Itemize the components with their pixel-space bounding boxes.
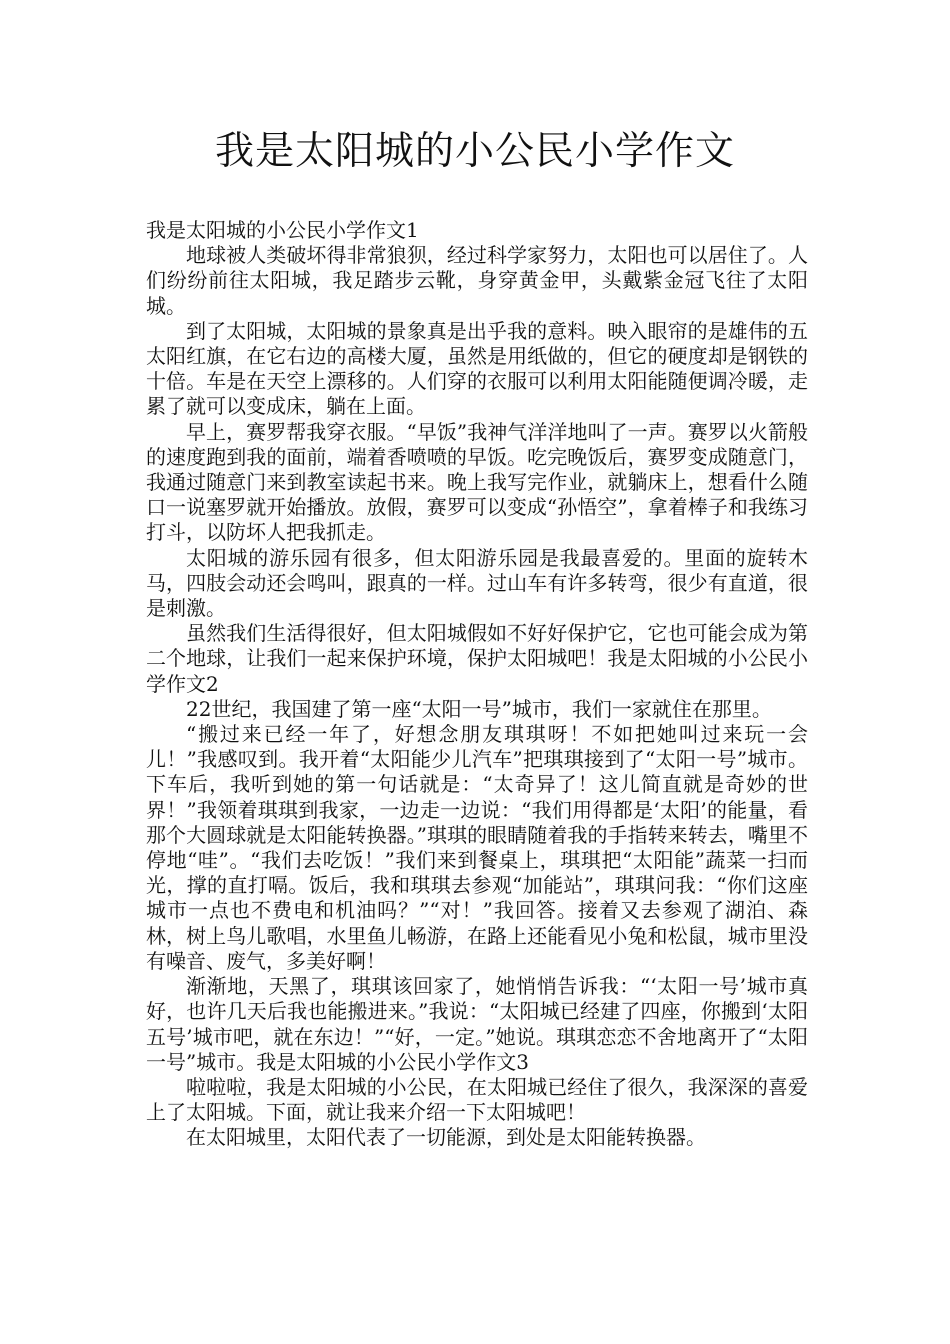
paragraph-6: 虽然我们生活得很好，但太阳城假如不好好保护它，它也可能会成为第二个地球，让我们一起来保护环境，保护太阳城吧！我是太阳城的小公民小学作文2 xyxy=(146,621,808,696)
paragraph-4: 早上，赛罗帮我穿衣服。“早饭”我神气洋洋地叫了一声。赛罗以火箭般的速度跑到我的面前，端着香喷喷的早饭。吃完晚饭后，赛罗变成随意门，我通过随意门来到教室读起书来。晚上我写完作业，就躺床上，想看什么随口一说塞罗就开始播放。放假，赛罗可以变成“孙悟空”，拿着棒子和我练习打斗，以防坏人把我抓走。 xyxy=(146,419,808,545)
paragraph-7: 22世纪，我国建了第一座“太阳一号”城市，我们一家就住在那里。 xyxy=(186,696,772,721)
document-body xyxy=(146,218,808,1151)
paragraph-10: 啦啦啦，我是太阳城的小公民，在太阳城已经住了很久，我深深的喜爱上了太阳城。下面，就让我来介绍一下太阳城吧！ xyxy=(146,1074,808,1125)
paragraph-11: 在太阳城里，太阳代表了一切能源，到处是太阳能转换器。 xyxy=(186,1125,706,1150)
paragraph-8: “搬过来已经一年了，好想念朋友琪琪呀！不如把她叫过来玩一会儿！”我感叹到。我开着“太阳能少儿汽车”把琪琪接到了“太阳一号”城市。下车后，我听到她的第一句话就是：“太奇异了！这儿简直就是奇妙的世界！”我领着琪琪到我家，一边走一边说：“我们用得都是‘太阳’的能量，看那个大圆球就是太阳能转换器。”琪琪的眼睛随着我的手指转来转去，嘴里不停地“哇”。“我们去吃饭！”我们来到餐桌上，琪琪把“太阳能”蔬菜一扫而光，撑的直打嗝。饭后，我和琪琪去参观“加能站”，琪琪问我：“你们这座城市一点也不费电和机油吗？”“对！”我回答。接着又去参观了湖泊、森林，树上鸟儿歌唱，水里鱼儿畅游，在路上还能看见小兔和松鼠，城市里没有噪音、废气，多美好啊！ xyxy=(146,722,808,973)
paragraph-5: 太阳城的游乐园有很多，但太阳游乐园是我最喜爱的。里面的旋转木马，四肢会动还会鸣叫，跟真的一样。过山车有许多转弯，很少有直道，很是刺激。 xyxy=(146,545,808,621)
document-title: 我是太阳城的小公民小学作文 xyxy=(214,129,735,174)
paragraph-2: 地球被人类破坏得非常狼狈，经过科学家努力，太阳也可以居住了。人们纷纷前往太阳城，我足踏步云靴，身穿黄金甲，头戴紫金冠飞往了太阳城。 xyxy=(146,243,808,318)
paragraph-1: 我是太阳城的小公民小学作文1 xyxy=(146,218,419,242)
paragraph-3: 到了太阳城，太阳城的景象真是出乎我的意料。映入眼帘的是雄伟的五太阳红旗，在它右边的高楼大厦，虽然是用纸做的，但它的硬度却是钢铁的十倍。车是在天空上漂移的。人们穿的衣服可以利用太阳能随便调冷暖，走累了就可以变成床，躺在上面。 xyxy=(146,318,808,419)
paragraph-9: 渐渐地，天黑了，琪琪该回家了，她悄悄告诉我：“‘太阳一号’城市真好，也许几天后我也能搬进来。”我说：“太阳城已经建了四座，你搬到‘太阳五号’城市吧，就在东边！”“好，一定。”她说。琪琪恋恋不舍地离开了“太阳一号”城市。我是太阳城的小公民小学作文3 xyxy=(146,974,808,1074)
